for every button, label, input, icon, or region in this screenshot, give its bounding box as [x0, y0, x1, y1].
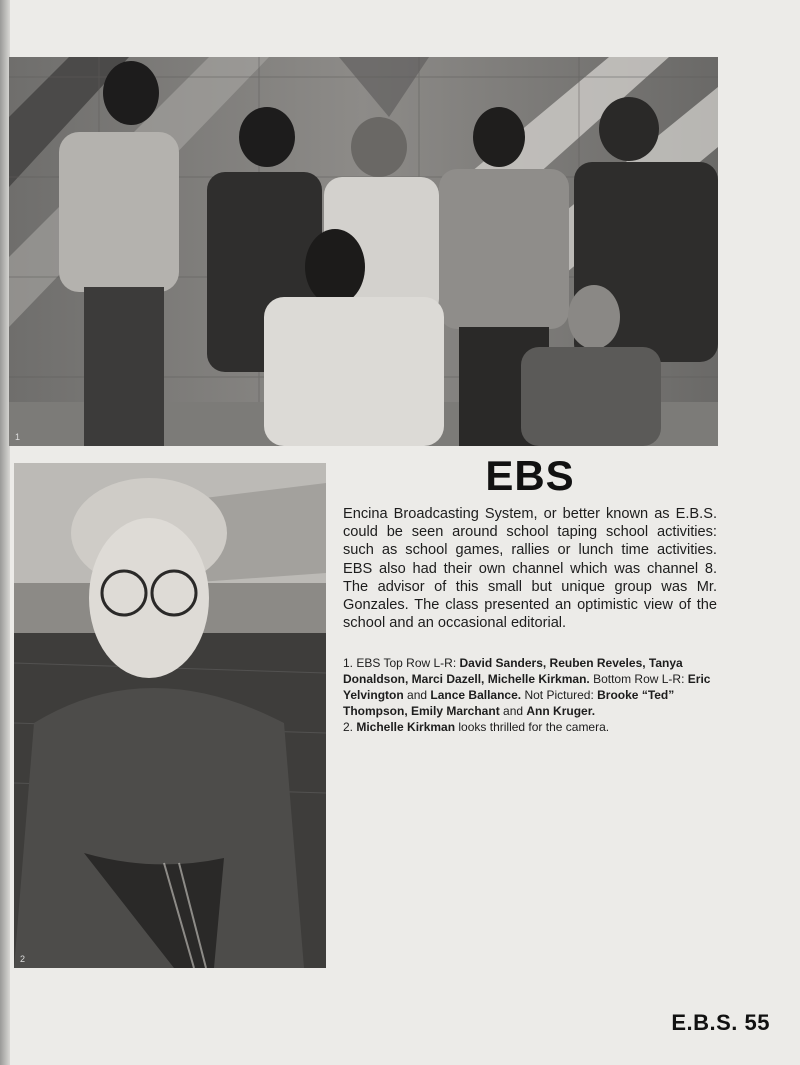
photo-captions [343, 655, 717, 735]
caption-1-bottom-label: Bottom Row L-R: [589, 672, 688, 686]
caption-1-name-lance: Lance Ballance. [430, 688, 522, 702]
caption-1-not-pictured: Not Pictured: [521, 688, 598, 702]
caption-1-names-top: David Sanders, Reuben Reveles, Tanya Donaldson, Marci Dazell, Michelle Kirkman. [343, 656, 683, 686]
caption-1-prefix: 1. EBS Top Row L-R: [343, 656, 460, 670]
caption-2-prefix: 2. [343, 720, 357, 734]
article-body: Encina Broadcasting System, or better known as E.B.S. could be seen around school taping school activities: such as school games, rallies or lunch time activities. EBS also had their own channel which was channel 8. The advisor of this small but unique group was Mr. Gonzales. The class presented an optimistic view of the school and an occasional editorial. [343, 506, 717, 632]
photo-number: 2 [20, 954, 26, 964]
caption-1-and: and [403, 688, 431, 702]
group-photo-image [9, 57, 718, 446]
caption-1-and-2: and [499, 704, 527, 718]
article-headline: EBS [485, 452, 575, 499]
caption-1-names-not-pictured: Brooke “Ted” Thompson, Emily Marchant [343, 688, 675, 718]
caption-1-name-ann: Ann Kruger. [526, 704, 596, 718]
page-folio: E.B.S. 55 [671, 1010, 770, 1035]
caption-2-name: Michelle Kirkman [356, 720, 456, 734]
caption-1-name-eric: Eric Yelvington [343, 672, 711, 702]
caption-2-rest: looks thrilled for the camera. [455, 720, 610, 734]
portrait-photo-image [14, 463, 326, 968]
portrait-photo [14, 463, 326, 968]
group-photo [9, 57, 718, 446]
photo-number: 1 [15, 432, 21, 442]
